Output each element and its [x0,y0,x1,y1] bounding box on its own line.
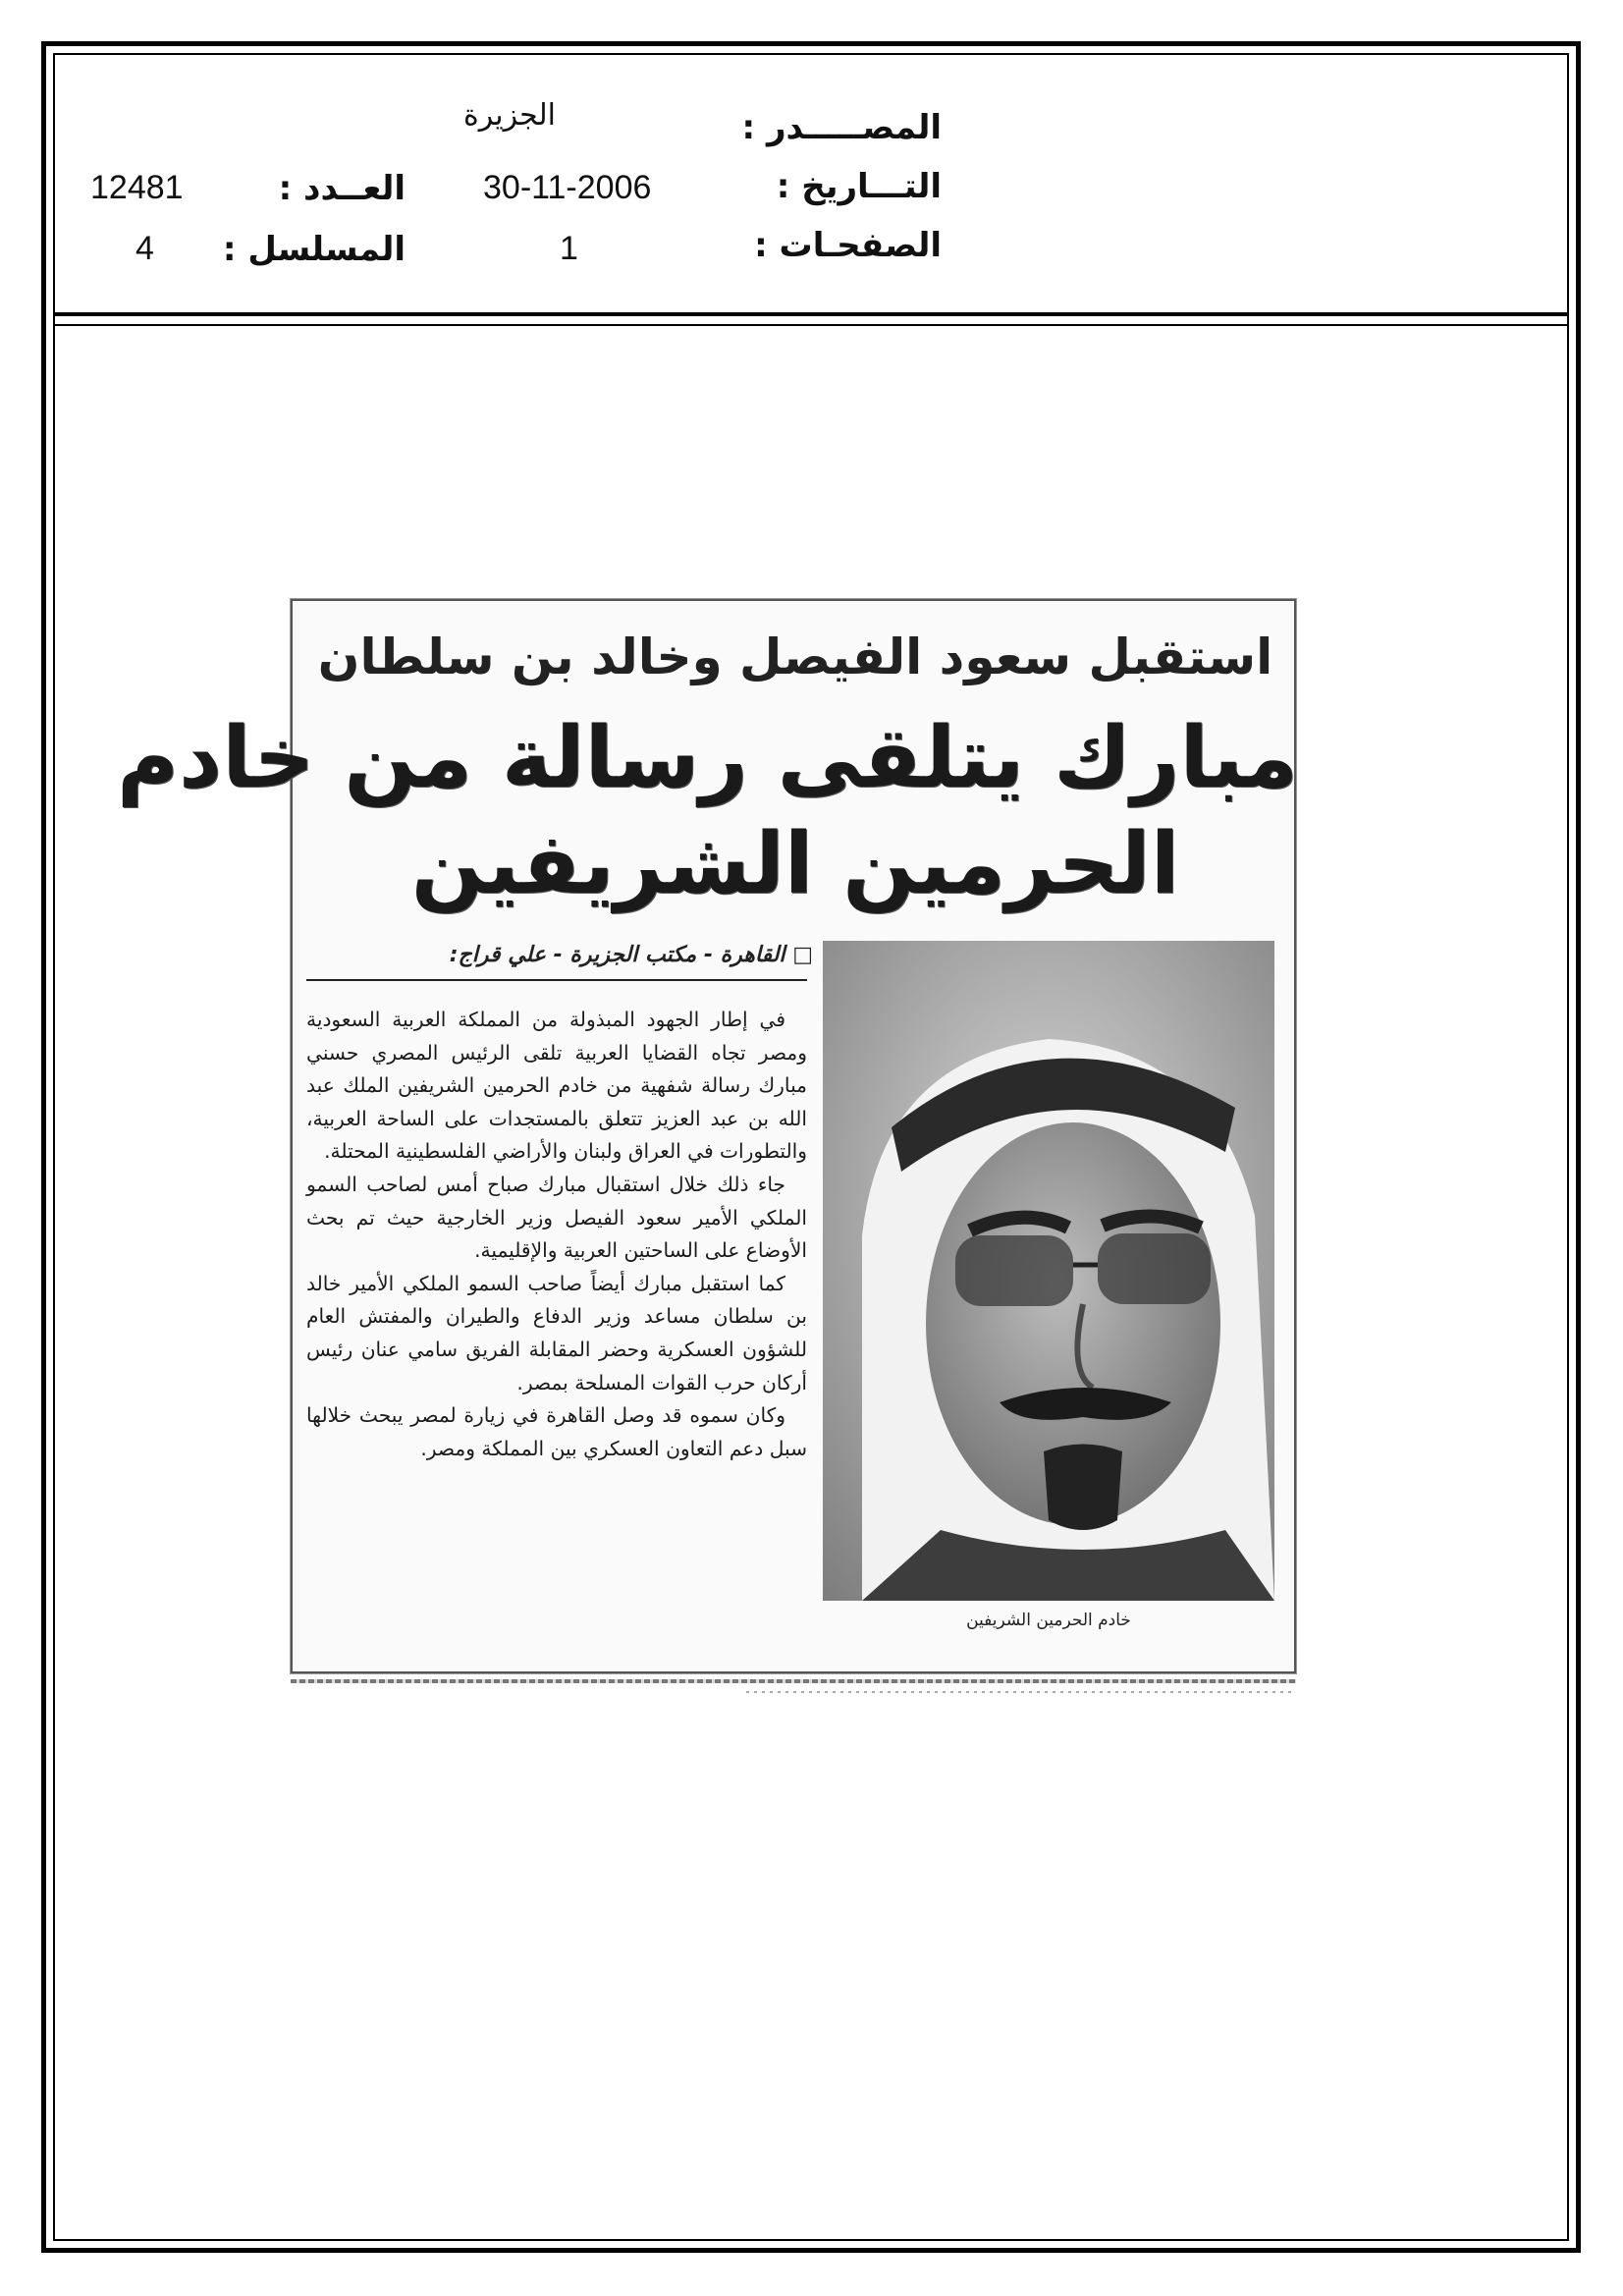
date-value: 30-11-2006 [483,169,652,206]
issue-value: 12481 [90,169,184,206]
article-headline-line1: مبارك يتلقى رسالة من خادم [116,709,1298,807]
newspaper-clipping [116,599,1298,1673]
photo-caption: خادم الحرمين الشريفين [966,1611,1131,1630]
header-divider [53,312,1569,316]
serial-label: المسلسل : [222,230,406,269]
pages-label: الصفحـات : [754,226,942,265]
article-paragraph: في إطار الجهود المبذولة من المملكة العربية السعودية ومصر تجاه القضايا العربية تلقى الرئيس المصري حسني مبارك رسالة شفهية من خادم الحرمين الشريفين الملك عبد الله بن عبد العزيز تتعلق بالمستجدات على الساحة العربية، والتطورات في العراق ولبنان والأراضي الفلسطينية المحتلة. [306,1008,807,1164]
article-paragraph: جاء ذلك خلال استقبال مبارك صباح أمس لصاحب السمو الملكي الأمير سعود الفيصل وزير الخارجية حيث تم بحث الأوضاع على الساحتين العربية والإقليمية. [306,1172,807,1263]
source-label: المصـــــدر : [741,108,942,147]
byline-rule [306,979,807,981]
serial-value: 4 [135,230,154,267]
source-value: الجزيرة [463,98,557,133]
issue-label: العــدد : [278,169,406,208]
article-headline-line2: الحرمين الشريفين [410,815,1180,913]
clipping-scan-artifact [746,1691,1296,1693]
header-divider-thin [53,324,1569,326]
portrait-illustration [823,941,1274,1601]
pages-value: 1 [560,230,578,267]
article-paragraph: كما استقبل مبارك أيضاً صاحب السمو الملكي الأمير خالد بن سلطان مساعد وزير الدفاع والطيران والمفتش العام للشؤون العسكرية وحضر المقابلة الفريق سامي عنان رئيس أركان حرب القوات المسلحة بمصر. [306,1271,807,1394]
article-paragraph: وكان سموه قد وصل القاهرة في زيارة لمصر يبحث خلالها سبل دعم التعاون العسكري بين المملكة ومصر. [306,1403,807,1460]
clipping-bottom-edge [291,1679,1296,1683]
article-kicker: استقبل سعود الفيصل وخالد بن سلطان [317,629,1273,685]
article-body [306,1004,807,1465]
article-byline: □ القاهرة - مكتب الجزيرة - علي قراج: [449,943,813,967]
portrait-photo [823,941,1274,1601]
date-label: التـــاريخ : [776,167,942,206]
